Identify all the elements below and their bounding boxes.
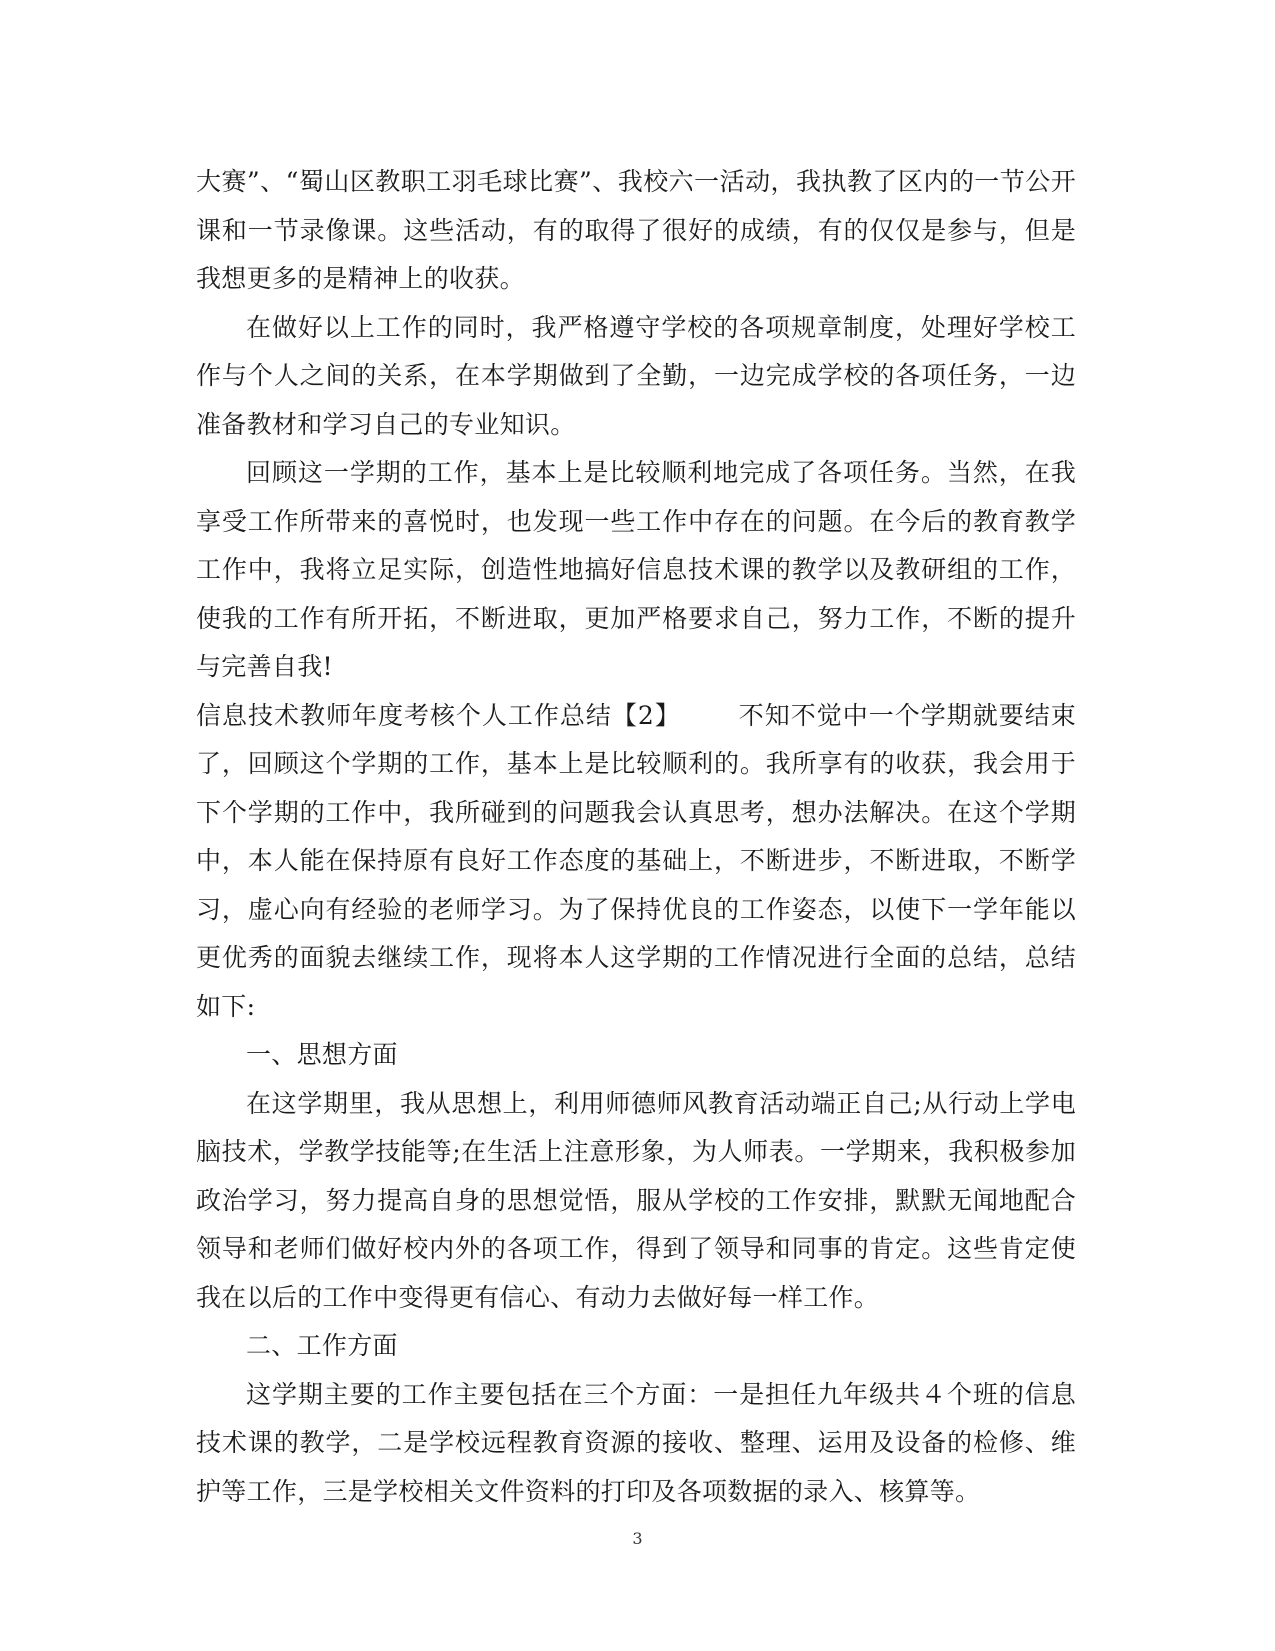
section2-intro: 不知不觉中一个学期就要结束了，回顾这个学期的工作，基本上是比较顺利的。我所享有的收获，我会用于下个学期的工作中，我所碰到的问题我会认真思考，想办法解决。在这个学期中，本人能在保持原有良好工作态度的基础上，不断进步，不断进取，不断学习，虚心向有经验的老师学习。为了保持优良的工作姿态，以使下一学年能以更优秀的面貌去继续工作，现将本人这学期的工作情况进行全面的总结，总结如下: — [196, 700, 1076, 1021]
heading-thought: 一、思想方面 — [246, 1040, 398, 1069]
paragraph-work: 这学期主要的工作主要包括在三个方面：一是担任九年级共４个班的信息技术课的教学，二是学校远程教育资源的接收、整理、运用及设备的检修、维护等工作，三是学校相关文件资料的打印及各项数据的录入、核算等。 — [196, 1379, 1076, 1506]
paragraph-review: 回顾这一学期的工作，基本上是比较顺利地完成了各项任务。当然，在我享受工作所带来的喜悦时，也发现一些工作中存在的问题。在今后的教育教学工作中，我将立足实际，创造性地搞好信息技术课的教学以及教研组的工作，使我的工作有所开拓，不断进取，更加严格要求自己，努力工作，不断的提升与完善自我! — [196, 458, 1076, 681]
document-body — [196, 158, 1076, 1516]
paragraph-continuation: 大赛”、“蜀山区教职工羽毛球比赛”、我校六一活动，我执教了区内的一节公开课和一节录像课。这些活动，有的取得了很好的成绩，有的仅仅是参与，但是我想更多的是精神上的收获。 — [196, 167, 1076, 293]
page-number: 3 — [632, 1529, 643, 1548]
section2-title: 信息技术教师年度考核个人工作总结【2】 — [196, 700, 681, 730]
section2-paragraph — [196, 692, 1076, 1032]
paragraph-thought: 在这学期里，我从思想上，利用师德师风教育活动端正自己;从行动上学电脑技术，学教学技能等;在生活上注意形象，为人师表。一学期来，我积极参加政治学习，努力提高自身的思想觉悟，服从学校的工作安排，默默无闻地配合领导和老师们做好校内外的各项工作，得到了领导和同事的肯定。这些肯定使我在以后的工作中变得更有信心、有动力去做好每一样工作。 — [196, 1088, 1076, 1312]
paragraph-rules: 在做好以上工作的同时，我严格遵守学校的各项规章制度，处理好学校工作与个人之间的关系，在本学期做到了全勤，一边完成学校的各项任务，一边准备教材和学习自己的专业知识。 — [196, 312, 1076, 439]
heading-work: 二、工作方面 — [246, 1331, 398, 1360]
